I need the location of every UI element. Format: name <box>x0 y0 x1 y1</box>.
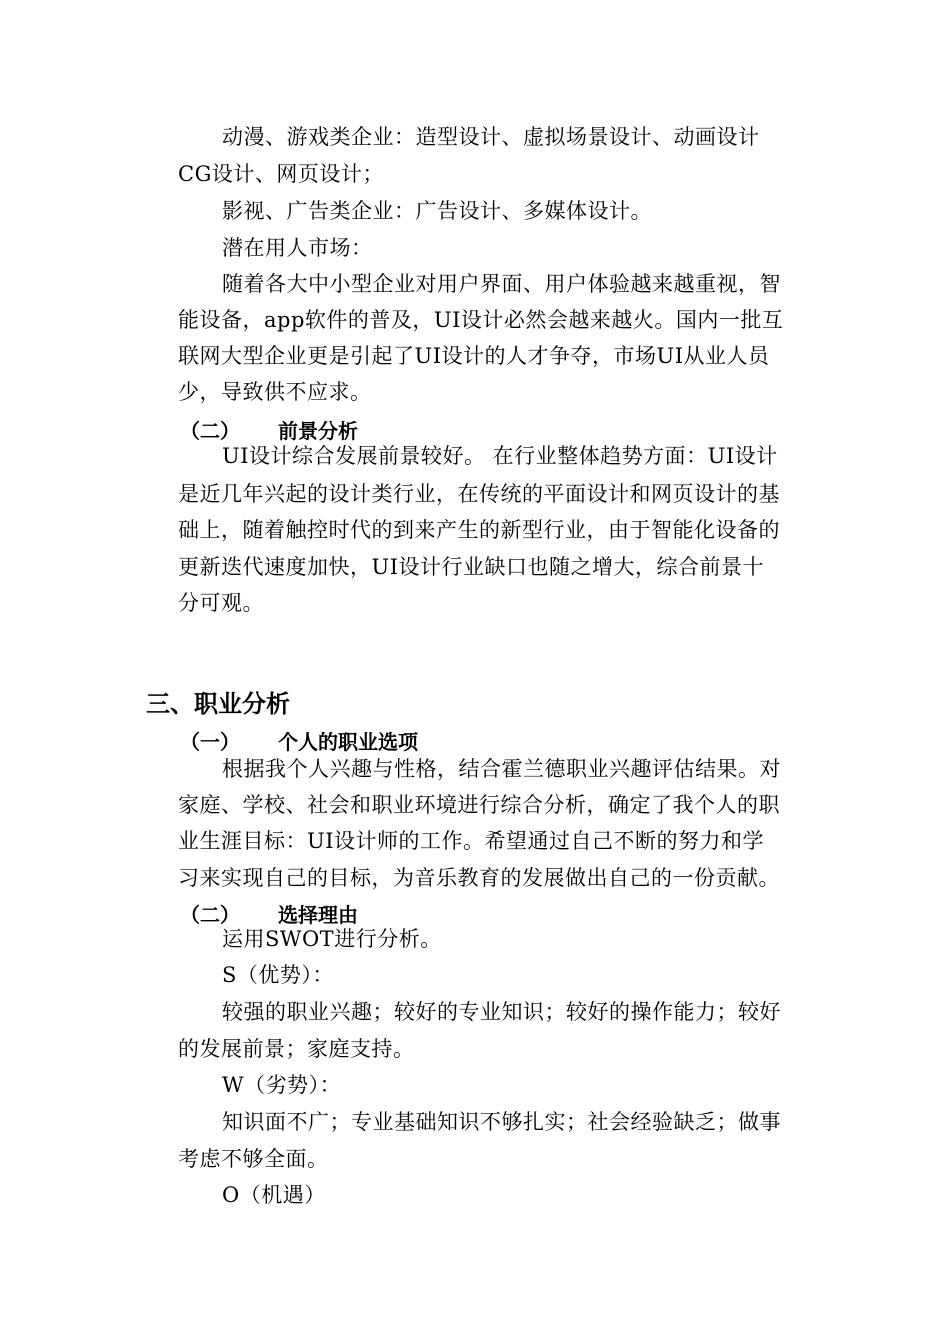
paragraph-line: 影视、广告类企业：广告设计、多媒体设计。 <box>222 199 652 223</box>
paragraph-line: 知识面不广；专业基础知识不够扎实；社会经验缺乏；做事 <box>222 1110 781 1134</box>
paragraph-line: 业生涯目标：UI设计师的工作。希望通过自己不断的努力和学 <box>178 829 764 853</box>
paragraph-line: UI设计综合发展前景较好。 在行业整体趋势方面：UI设计 <box>222 444 778 468</box>
paragraph-line: CG设计、网页设计； <box>178 162 384 186</box>
subheading-number: （一） <box>180 730 240 754</box>
section-heading: 三、职业分析 <box>146 690 290 718</box>
paragraph-line: 根据我个人兴趣与性格，结合霍兰德职业兴趣评估结果。对 <box>222 757 781 781</box>
paragraph-line: 更新迭代速度加快，UI设计行业缺口也随之增大，综合前景十 <box>178 555 764 579</box>
paragraph-line: 分可观。 <box>178 591 264 615</box>
paragraph-line: 运用SWOT进行分析。 <box>222 927 442 951</box>
paragraph-line: 是近几年兴起的设计类行业，在传统的平面设计和网页设计的基 <box>178 482 780 506</box>
paragraph-line: 习来实现自己的目标，为音乐教育的发展做出自己的一份贡献。 <box>178 866 780 890</box>
subheading-title: 个人的职业选项 <box>278 730 418 754</box>
paragraph-line: 考虑不够全面。 <box>178 1147 329 1171</box>
subheading-number: （二） <box>180 419 240 443</box>
paragraph-line: 家庭、学校、社会和职业环境进行综合分析，确定了我个人的职 <box>178 793 780 817</box>
swot-label: S（优势）： <box>222 963 334 987</box>
swot-label: W（劣势）： <box>222 1073 342 1097</box>
subheading-prospect <box>180 418 358 444</box>
paragraph-line: 础上，随着触控时代的到来产生的新型行业，由于智能化设备的 <box>178 518 780 542</box>
paragraph-line: 较强的职业兴趣；较好的专业知识；较好的操作能力；较好 <box>222 1000 781 1024</box>
paragraph-line: 联网大型企业更是引起了UI设计的人才争夺，市场UI从业人员 <box>178 344 770 368</box>
paragraph-line: 的发展前景；家庭支持。 <box>178 1037 415 1061</box>
swot-label: O（机遇） <box>222 1183 326 1207</box>
subheading-number: （二） <box>180 903 240 927</box>
paragraph-line: 动漫、游戏类企业：造型设计、虚拟场景设计、动画设计 <box>222 125 760 149</box>
subheading-title: 选择理由 <box>278 903 358 927</box>
paragraph-line: 能设备，app软件的普及，UI设计必然会越来越火。国内一批互 <box>178 308 784 332</box>
subheading-title: 前景分析 <box>278 419 358 443</box>
paragraph-line: 潜在用人市场： <box>222 236 373 260</box>
paragraph-line: 少，导致供不应求。 <box>178 380 372 404</box>
subheading-options <box>180 729 418 755</box>
paragraph-line: 随着各大中小型企业对用户界面、用户体验越来越重视，智 <box>222 272 781 296</box>
